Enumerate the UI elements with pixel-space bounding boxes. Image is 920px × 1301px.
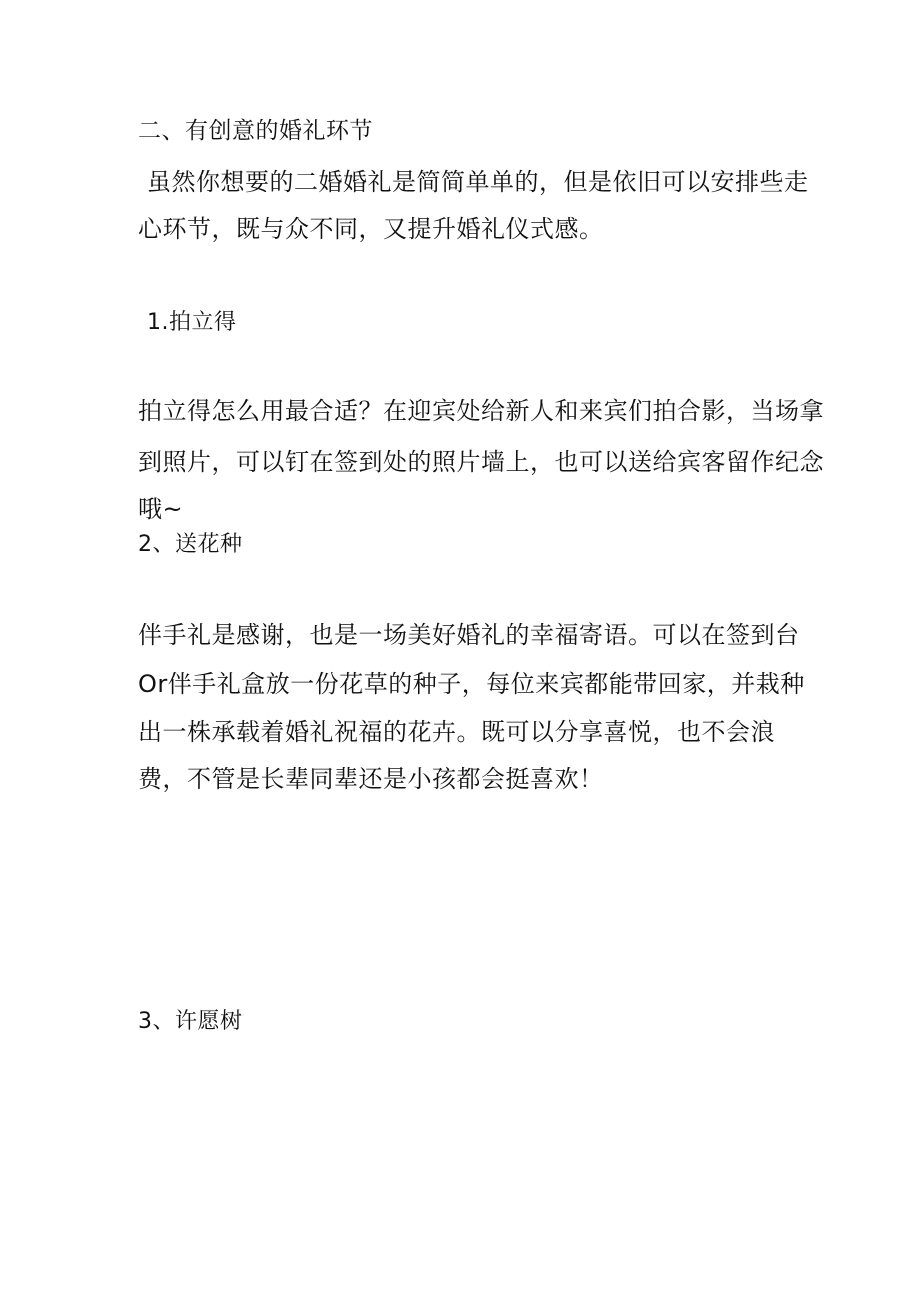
item2-line-1: 伴手礼是感谢，也是一场美好婚礼的幸福寄语。可以在签到台	[138, 621, 800, 649]
item1-line-2: 到照片，可以钉在签到处的照片墙上，也可以送给宾客留作纪念	[138, 448, 824, 476]
item2-line-2: Or伴手礼盒放一份花草的种子，每位来宾都能带回家，并栽种	[138, 670, 805, 698]
item1-line-3: 哦~	[138, 495, 184, 523]
intro-line-2: 心环节，既与众不同，又提升婚礼仪式感。	[138, 215, 604, 243]
item1-title: 1.拍立得	[147, 310, 237, 335]
section-heading: 二、有创意的婚礼环节	[138, 118, 373, 144]
item1-line-1: 拍立得怎么用最合适？在迎宾处给新人和来宾们拍合影，当场拿	[138, 397, 824, 425]
item2-title: 2、送花种	[138, 532, 243, 557]
item3-title: 3、许愿树	[138, 1009, 243, 1034]
item2-line-4: 费，不管是长辈同辈还是小孩都会挺喜欢！	[138, 765, 604, 793]
item2-line-3: 出一株承载着婚礼祝福的花卉。既可以分享喜悦，也不会浪	[138, 718, 775, 746]
intro-line-1: 虽然你想要的二婚婚礼是简简单单的，但是依旧可以安排些走	[147, 168, 809, 196]
